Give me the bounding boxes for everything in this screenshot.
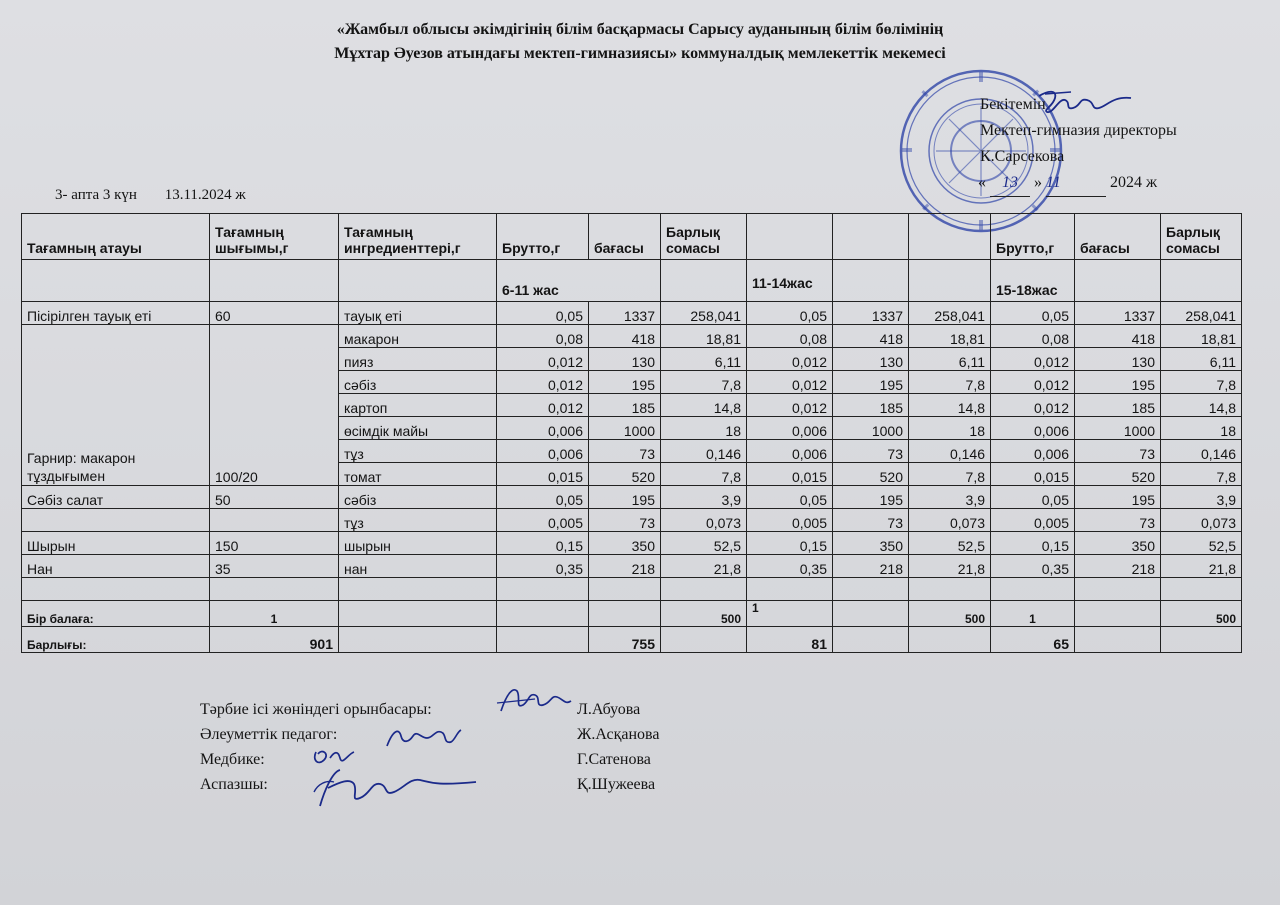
- signature-askanova-icon: [383, 722, 463, 752]
- ingredient: пияз: [339, 348, 497, 371]
- signature-shuzheeva-icon: [310, 762, 480, 812]
- ingredient: картоп: [339, 394, 497, 417]
- total-label: Барлығы:: [22, 627, 210, 653]
- signer-row: [200, 697, 680, 722]
- dish-name: Нан: [22, 555, 210, 578]
- ingredient: макарон: [339, 325, 497, 348]
- age-group-row: [22, 260, 1242, 302]
- approval-date: « 13 » 11 2024 ж: [978, 170, 1177, 197]
- ingredient: тұз: [339, 509, 497, 532]
- header-cell: Барлық сомасы: [661, 214, 747, 260]
- signature-abuova-icon: [495, 683, 575, 719]
- table-row: өсімдік майы 0,006 1000 18 0,006 1000 18 0,006 1000 18: [22, 417, 1242, 440]
- table-row: тұз 0,006 73 0,146 0,006 73 0,146 0,006 73 0,146: [22, 440, 1242, 463]
- dish-name: Шырын: [22, 532, 210, 555]
- table-row: картоп 0,012 185 14,8 0,012 185 14,8 0,012 185 14,8: [22, 394, 1242, 417]
- table-row: Нан 35 нан 0,35 218 21,8 0,35 218 21,8 0,35 218 21,8: [22, 555, 1242, 578]
- approval-day: 13: [990, 170, 1030, 197]
- table-row: томат 0,015 520 7,8 0,015 520 7,8 0,015 520 7,8: [22, 463, 1242, 486]
- header-cell: [747, 214, 833, 260]
- empty-row: [22, 578, 1242, 601]
- header-cell: Брутто,г: [991, 214, 1075, 260]
- header-cell: Брутто,г: [497, 214, 589, 260]
- ingredient: сәбіз: [339, 486, 497, 509]
- table-header-row: [22, 214, 1242, 260]
- age-group-6-11: 6-11 жас: [497, 260, 661, 302]
- approval-position: Мектеп-гимназия директоры: [980, 122, 1177, 139]
- signer-role: Медбике:: [200, 751, 265, 768]
- signer-name: Қ.Шужеева: [577, 776, 656, 793]
- header-cell: бағасы: [589, 214, 661, 260]
- ingredient: тұз: [339, 440, 497, 463]
- table-row: тұз 0,005 73 0,073 0,005 73 0,073 0,005 73 0,073: [22, 509, 1242, 532]
- menu-date-line: [55, 187, 246, 204]
- table-row: сәбіз 0,012 195 7,8 0,012 195 7,8 0,012 195 7,8: [22, 371, 1242, 394]
- total-row: Барлығы: 901 755 81 65: [22, 627, 1242, 653]
- dish-yield: 35: [210, 555, 339, 578]
- ingredient: шырын: [339, 532, 497, 555]
- header-cell: Тағамның шығымы,г: [210, 214, 339, 260]
- signer-name: Г.Сатенова: [577, 751, 651, 768]
- ingredient: тауық еті: [339, 302, 497, 325]
- header-cell: [833, 214, 909, 260]
- signer-role: Тәрбие ісі жөніндегі орынбасары:: [200, 701, 432, 718]
- dish-yield: 150: [210, 532, 339, 555]
- document-header: [0, 18, 1280, 66]
- dish-yield: 50: [210, 486, 339, 509]
- dish-yield: 100/20: [210, 325, 339, 486]
- approval-name: К.Сарсекова: [980, 148, 1065, 165]
- ingredient: сәбіз: [339, 371, 497, 394]
- header-cell: Тағамның атауы: [22, 214, 210, 260]
- menu-date: 13.11.2024 ж: [164, 187, 246, 203]
- ingredient: өсімдік майы: [339, 417, 497, 440]
- dish-yield: 60: [210, 302, 339, 325]
- ingredient: нан: [339, 555, 497, 578]
- header-line-2: Мұхтар Әуезов атындағы мектеп-гимназиясы» коммуналдық мемлекеттік мекемесі: [334, 45, 946, 62]
- header-cell: [909, 214, 991, 260]
- header-cell: бағасы: [1075, 214, 1161, 260]
- menu-table: [21, 213, 1242, 653]
- dish-name: Сәбіз салат: [22, 486, 210, 509]
- per-child-label: Бір балаға:: [22, 601, 210, 627]
- approval-block: [980, 92, 1177, 197]
- signer-role: Әлеуметтік педагог:: [200, 726, 338, 743]
- week-day-label: 3- апта 3 күн: [55, 187, 137, 203]
- table-row: Сәбіз салат 50 сәбіз 0,05 195 3,9 0,05 195 3,9 0,05 195 3,9: [22, 486, 1242, 509]
- signer-role: Аспазшы:: [200, 776, 268, 793]
- table-row: пияз 0,012 130 6,11 0,012 130 6,11 0,012 130 6,11: [22, 348, 1242, 371]
- header-cell: Барлық сомасы: [1161, 214, 1242, 260]
- dish-name: Гарнир: макарон тұздығымен: [22, 325, 210, 486]
- ingredient: томат: [339, 463, 497, 486]
- approval-month: 11: [1046, 170, 1106, 197]
- age-group-15-18: 15-18жас: [991, 260, 1075, 302]
- table-row: Шырын 150 шырын 0,15 350 52,5 0,15 350 52,5 0,15 350 52,5: [22, 532, 1242, 555]
- approval-title: Бекітемін: [980, 96, 1046, 113]
- table-row: Пісірілген тауық еті 60 тауық еті 0,05 1337 258,041 0,05 1337 258,041 0,05 1337 258,041: [22, 302, 1242, 325]
- signer-name: Ж.Асқанова: [577, 726, 660, 743]
- signer-name: Л.Абуова: [577, 701, 641, 718]
- table-row: Гарнир: макарон тұздығымен 100/20 макарон 0,08 418 18,81 0,08 418 18,81 0,08 418 18,81: [22, 325, 1242, 348]
- per-child-row: Бір балаға: 1 500 1 500 1 500: [22, 601, 1242, 627]
- header-line-1: «Жамбыл облысы әкімдігінің білім басқармасы Сарысу ауданының білім бөлімінің: [336, 21, 944, 38]
- header-cell: Тағамның ингредиенттері,г: [339, 214, 497, 260]
- age-group-11-14: 11-14жас: [747, 260, 833, 302]
- dish-name: Пісірілген тауық еті: [22, 302, 210, 325]
